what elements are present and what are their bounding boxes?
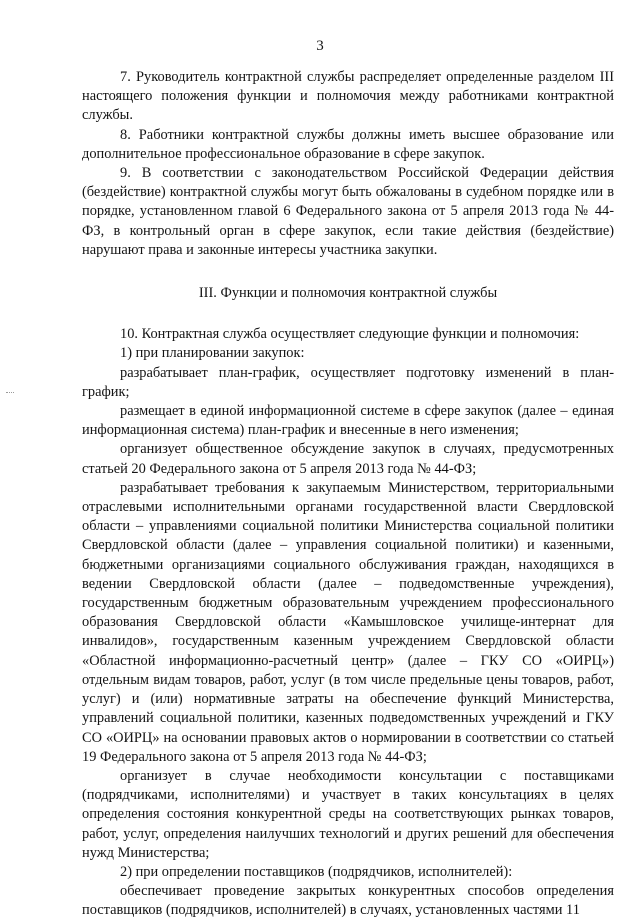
page-number: 3 [316, 38, 324, 54]
item-public-discussion: организует общественное обсуждение закупок в случаях, предусмотренных статьей 20 Федерального закона от 5 апреля 2013 года № 44-ФЗ; [82, 441, 614, 477]
item-publish-eis: размещает в единой информационной системе в сфере закупок (далее – единая информационная система) план-график и внесенные в него изменения; [82, 403, 614, 439]
paragraph-10: 10. Контрактная служба осуществляет следующие функции и полномочия: [120, 326, 580, 343]
paragraph-7: 7. Руководитель контрактной службы распределяет определенные разделом III настоящего положения функции и полномочия между работниками контрактной службы. [82, 69, 614, 124]
item-plan-schedule: разрабатывает план-график, осуществляет подготовку изменений в план-график; [82, 364, 614, 400]
section-heading: III. Функции и полномочия контрактной службы [198, 285, 498, 302]
paragraph-8: 8. Работники контрактной службы должны иметь высшее образование или дополнительное профессиональное образование в сфере закупок. [82, 126, 614, 162]
item-consultations: организует в случае необходимости консультации с поставщиками (подрядчиками, исполнителями) и участвует в таких консультациях в целях определения состояния конкурентной среды на соответствующих рынках товаров, работ, услуг, определения наилучших технологий и других решений для обеспечения нужд Министерства; [82, 767, 614, 861]
item-closed-procedures: обеспечивает проведение закрытых конкурентных способов определения поставщиков (подрядчиков, исполнителей) в случаях, установленных частями 11 [82, 883, 614, 919]
subsection-planning: 1) при планировании закупок: [120, 345, 305, 362]
scan-artifact [6, 392, 14, 395]
subsection-supplier-selection: 2) при определении поставщиков (подрядчиков, исполнителей): [120, 863, 513, 880]
document-body [82, 68, 614, 921]
paragraph-9: 9. В соответствии с законодательством Российской Федерации действия (бездействие) контрактной службы могут быть обжалованы в судебном порядке или в порядке, установленном главой 6 Федерального закона от 5 апреля 2013 года № 44-ФЗ, в контрольный орган в сфере закупок, если такие действия (бездействие) нарушают права и законные интересы участника закупки. [82, 165, 614, 258]
item-requirements: разрабатывает требования к закупаемым Министерством, территориальными отраслевыми исполнительными органами государственной власти Свердловской области – управлениями социальной политики Министерства социальной политики Свердловской области (далее – управления социальной политики) и казенными, бюджетными организациями социального обслуживания граждан, находящихся в ведении Свердловской области (далее – подведомственные учреждения), государственным бюджетным образовательным учреждением профессионального образования Свердловской области «Камышловское училище-интернат для инвалидов», государственным казенным учреждением Свердловской области «Областной информационно-расчетный центр» (далее – ГКУ СО «ОИРЦ») отдельным видам товаров, работ, услуг (в том числе предельные цены товаров, работ, услуг) и (или) нормативные затраты на обеспечение функций Министерства, управлений социальной политики, казенных подведомственных учреждений и ГКУ СО «ОИРЦ» на основании правовых актов о нормировании в соответствии со статьей 19 Федерального закона от 5 апреля 2013 года № 44-ФЗ; [82, 479, 614, 765]
